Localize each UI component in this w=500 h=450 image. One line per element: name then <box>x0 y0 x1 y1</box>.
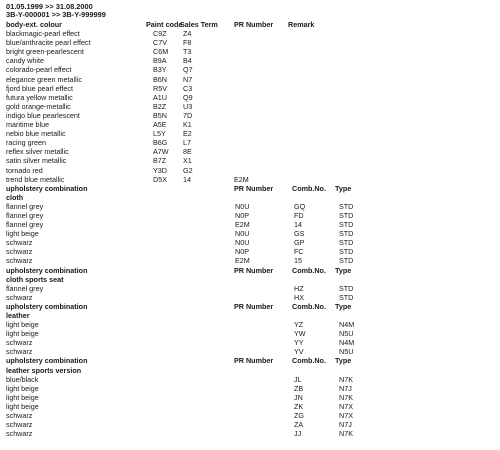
spec-table <box>6 20 500 438</box>
col-header-pr-number: PR Number <box>234 20 274 29</box>
date-range: 01.05.1999 >> 31.08.2000 <box>6 2 93 11</box>
colour-name: nebio blue metallic <box>6 129 66 139</box>
col-header-type: Type <box>335 265 352 275</box>
type: N5U <box>339 329 354 339</box>
colour-name: futura yellow metallic <box>6 92 73 102</box>
table-row <box>6 166 500 175</box>
table-row <box>6 102 500 111</box>
table-row <box>6 47 500 56</box>
sales-term: 8E <box>183 147 192 157</box>
col-header-type: Type <box>335 301 352 311</box>
col-header-pr-number: PR Number <box>234 265 274 275</box>
colour-name: blue/anthracite pearl effect <box>6 38 91 48</box>
pr-number: E2M <box>234 174 249 184</box>
upholstery-colour: schwarz <box>6 338 33 348</box>
table-row <box>6 347 500 356</box>
group-subtitle-row <box>6 366 500 375</box>
table-row <box>6 156 500 165</box>
col-header-comb-no: Comb.No. <box>292 356 326 366</box>
paint-code: B2Z <box>153 101 167 111</box>
paint-code: B7Z <box>153 156 167 166</box>
colour-name: reflex silver metallic <box>6 147 69 157</box>
comb-no: HZ <box>294 283 304 293</box>
table-row <box>6 247 500 256</box>
comb-no: 15 <box>294 256 302 266</box>
col-header-type: Type <box>335 356 352 366</box>
upholstery-colour: light beige <box>6 329 39 339</box>
comb-no: ZK <box>294 401 304 411</box>
type: STD <box>339 256 354 266</box>
sales-term: T3 <box>183 47 192 57</box>
sales-term: C3 <box>183 83 193 93</box>
upholstery-colour: schwarz <box>6 420 33 430</box>
type: N7X <box>339 411 353 421</box>
paint-code: D5X <box>153 174 167 184</box>
table-row <box>6 220 500 229</box>
col-header-comb-no: Comb.No. <box>292 183 326 193</box>
colour-name: candy white <box>6 56 44 66</box>
upholstery-colour: schwarz <box>6 347 33 357</box>
table-row <box>6 147 500 156</box>
upholstery-colour: flannel grey <box>6 220 44 230</box>
paint-code: C7V <box>153 38 167 48</box>
colour-name: colorado-pearl effect <box>6 65 72 75</box>
comb-no: FD <box>294 210 304 220</box>
sales-term: K1 <box>183 120 192 130</box>
type: N7K <box>339 429 353 439</box>
type: STD <box>339 201 354 211</box>
paint-code: C9Z <box>153 29 167 39</box>
comb-no: JL <box>294 374 302 384</box>
comb-no: HX <box>294 292 304 302</box>
paint-code: C6M <box>153 47 169 57</box>
type: STD <box>339 283 354 293</box>
table-row <box>6 320 500 329</box>
vin-range: 3B-Y-000001 >> 3B-Y-999999 <box>6 10 106 19</box>
pr-number: N0P <box>235 210 249 220</box>
col-header-comb-no: Comb.No. <box>292 301 326 311</box>
col-header-comb-no: Comb.No. <box>292 265 326 275</box>
col-header-pr-number: PR Number <box>234 356 274 366</box>
table-row <box>6 429 500 438</box>
upholstery-colour: flannel grey <box>6 201 44 211</box>
group-title: upholstery combination <box>6 356 88 366</box>
comb-no: YY <box>294 338 304 348</box>
table-row <box>6 384 500 393</box>
table-row <box>6 93 500 102</box>
table-row <box>6 284 500 293</box>
comb-no: GP <box>294 238 305 248</box>
sales-term: G2 <box>183 165 193 175</box>
upholstery-colour: light beige <box>6 320 39 330</box>
table-row <box>6 338 500 347</box>
colour-name: blackmagic-pearl effect <box>6 29 80 39</box>
table-row <box>6 211 500 220</box>
sales-term: 7D <box>183 110 193 120</box>
comb-no: YW <box>294 329 306 339</box>
type: STD <box>339 247 354 257</box>
paint-code: Y3D <box>153 165 167 175</box>
comb-no: FC <box>294 247 304 257</box>
comb-no: JJ <box>294 429 302 439</box>
upholstery-colour: schwarz <box>6 256 33 266</box>
upholstery-colour: light beige <box>6 229 39 239</box>
table-row <box>6 238 500 247</box>
paint-code: B5N <box>153 110 167 120</box>
comb-no: GS <box>294 229 305 239</box>
type: N4M <box>339 338 355 348</box>
sales-term: B4 <box>183 56 192 66</box>
table-row <box>6 393 500 402</box>
upholstery-colour: light beige <box>6 392 39 402</box>
table-row <box>6 56 500 65</box>
upholstery-colour: schwarz <box>6 238 33 248</box>
sales-term: Z4 <box>183 29 192 39</box>
upholstery-colour: schwarz <box>6 247 33 257</box>
col-header-pr-number: PR Number <box>234 301 274 311</box>
sales-term: F8 <box>183 38 192 48</box>
type: N7J <box>339 420 352 430</box>
upholstery-colour: schwarz <box>6 411 33 421</box>
pr-number: N0P <box>235 247 249 257</box>
type: STD <box>339 238 354 248</box>
pr-number: N0U <box>235 229 250 239</box>
type: STD <box>339 292 354 302</box>
col-header-type: Type <box>335 183 352 193</box>
paint-code: B6G <box>153 138 168 148</box>
table-row <box>6 175 500 184</box>
group-title: upholstery combination <box>6 183 88 193</box>
group-title: upholstery combination <box>6 301 88 311</box>
paint-header-row <box>6 20 500 29</box>
upholstery-colour: blue/black <box>6 374 39 384</box>
upholstery-colour: schwarz <box>6 429 33 439</box>
group-subtitle-row <box>6 311 500 320</box>
pr-number: E2M <box>235 256 250 266</box>
group-subtitle-row <box>6 275 500 284</box>
upholstery-header-row <box>6 184 500 193</box>
col-header-body-colour: body-ext. colour <box>6 20 62 29</box>
sales-term: N7 <box>183 74 193 84</box>
table-row <box>6 411 500 420</box>
upholstery-colour: light beige <box>6 383 39 393</box>
comb-no: ZG <box>294 411 304 421</box>
paint-code: B3Y <box>153 65 167 75</box>
group-subtitle: cloth <box>6 192 24 202</box>
table-row <box>6 84 500 93</box>
group-subtitle: leather sports version <box>6 365 82 375</box>
table-row <box>6 120 500 129</box>
upholstery-header-row <box>6 266 500 275</box>
group-subtitle: cloth sports seat <box>6 274 64 284</box>
upholstery-colour: light beige <box>6 401 39 411</box>
colour-name: tornado red <box>6 165 43 175</box>
col-header-paint-code: Paint code <box>146 20 183 29</box>
type: STD <box>339 220 354 230</box>
table-row <box>6 29 500 38</box>
type: STD <box>339 229 354 239</box>
table-row <box>6 256 500 265</box>
upholstery-colour: flannel grey <box>6 283 44 293</box>
upholstery-colour: schwarz <box>6 292 33 302</box>
paint-code: B9A <box>153 56 167 66</box>
colour-name: elegance green metallic <box>6 74 82 84</box>
col-header-remark: Remark <box>288 20 315 29</box>
table-row <box>6 375 500 384</box>
colour-name: maritime blue <box>6 120 50 130</box>
type: N7K <box>339 374 353 384</box>
sales-term: X1 <box>183 156 192 166</box>
pr-number: N0U <box>235 238 250 248</box>
type: N5U <box>339 347 354 357</box>
table-row <box>6 75 500 84</box>
paint-code: A5E <box>153 120 167 130</box>
group-subtitle-row <box>6 193 500 202</box>
paint-code: R5V <box>153 83 167 93</box>
col-header-pr-number: PR Number <box>234 183 274 193</box>
table-row <box>6 129 500 138</box>
table-row <box>6 38 500 47</box>
type: STD <box>339 210 354 220</box>
sales-term: Q7 <box>183 65 193 75</box>
comb-no: ZA <box>294 420 304 430</box>
sales-term: L7 <box>183 138 191 148</box>
colour-name: trend blue metallic <box>6 174 65 184</box>
paint-code: A1U <box>153 92 167 102</box>
upholstery-header-row <box>6 356 500 365</box>
pr-number: N0U <box>235 201 250 211</box>
type: N7K <box>339 392 353 402</box>
table-row <box>6 202 500 211</box>
paint-code: L5Y <box>153 129 166 139</box>
paint-code: B6N <box>153 74 167 84</box>
type: N4M <box>339 320 355 330</box>
table-row <box>6 111 500 120</box>
table-row <box>6 329 500 338</box>
sales-term: U3 <box>183 101 193 111</box>
colour-name: gold orange-metallic <box>6 101 71 111</box>
sales-term: E2 <box>183 129 192 139</box>
table-row <box>6 420 500 429</box>
type: N7X <box>339 401 353 411</box>
comb-no: JN <box>294 392 303 402</box>
colour-name: satin silver metallic <box>6 156 67 166</box>
type: N7J <box>339 383 352 393</box>
table-row <box>6 402 500 411</box>
comb-no: YZ <box>294 320 304 330</box>
sales-term: Q9 <box>183 92 193 102</box>
table-row <box>6 65 500 74</box>
comb-no: ZB <box>294 383 304 393</box>
colour-name: indigo blue pearlescent <box>6 110 80 120</box>
colour-name: bright green-pearlescent <box>6 47 84 57</box>
table-row <box>6 138 500 147</box>
comb-no: GQ <box>294 201 306 211</box>
table-row <box>6 229 500 238</box>
colour-name: fjord blue pearl effect <box>6 83 73 93</box>
col-header-sales-term: Sales Term <box>180 20 218 29</box>
group-title: upholstery combination <box>6 265 88 275</box>
upholstery-colour: flannel grey <box>6 210 44 220</box>
group-subtitle: leather <box>6 311 30 320</box>
comb-no: YV <box>294 347 304 357</box>
paint-code: A7W <box>153 147 169 157</box>
sales-term: 14 <box>183 174 191 184</box>
colour-name: racing green <box>6 138 46 148</box>
upholstery-header-row <box>6 302 500 311</box>
pr-number: E2M <box>235 220 250 230</box>
comb-no: 14 <box>294 220 302 230</box>
table-row <box>6 293 500 302</box>
